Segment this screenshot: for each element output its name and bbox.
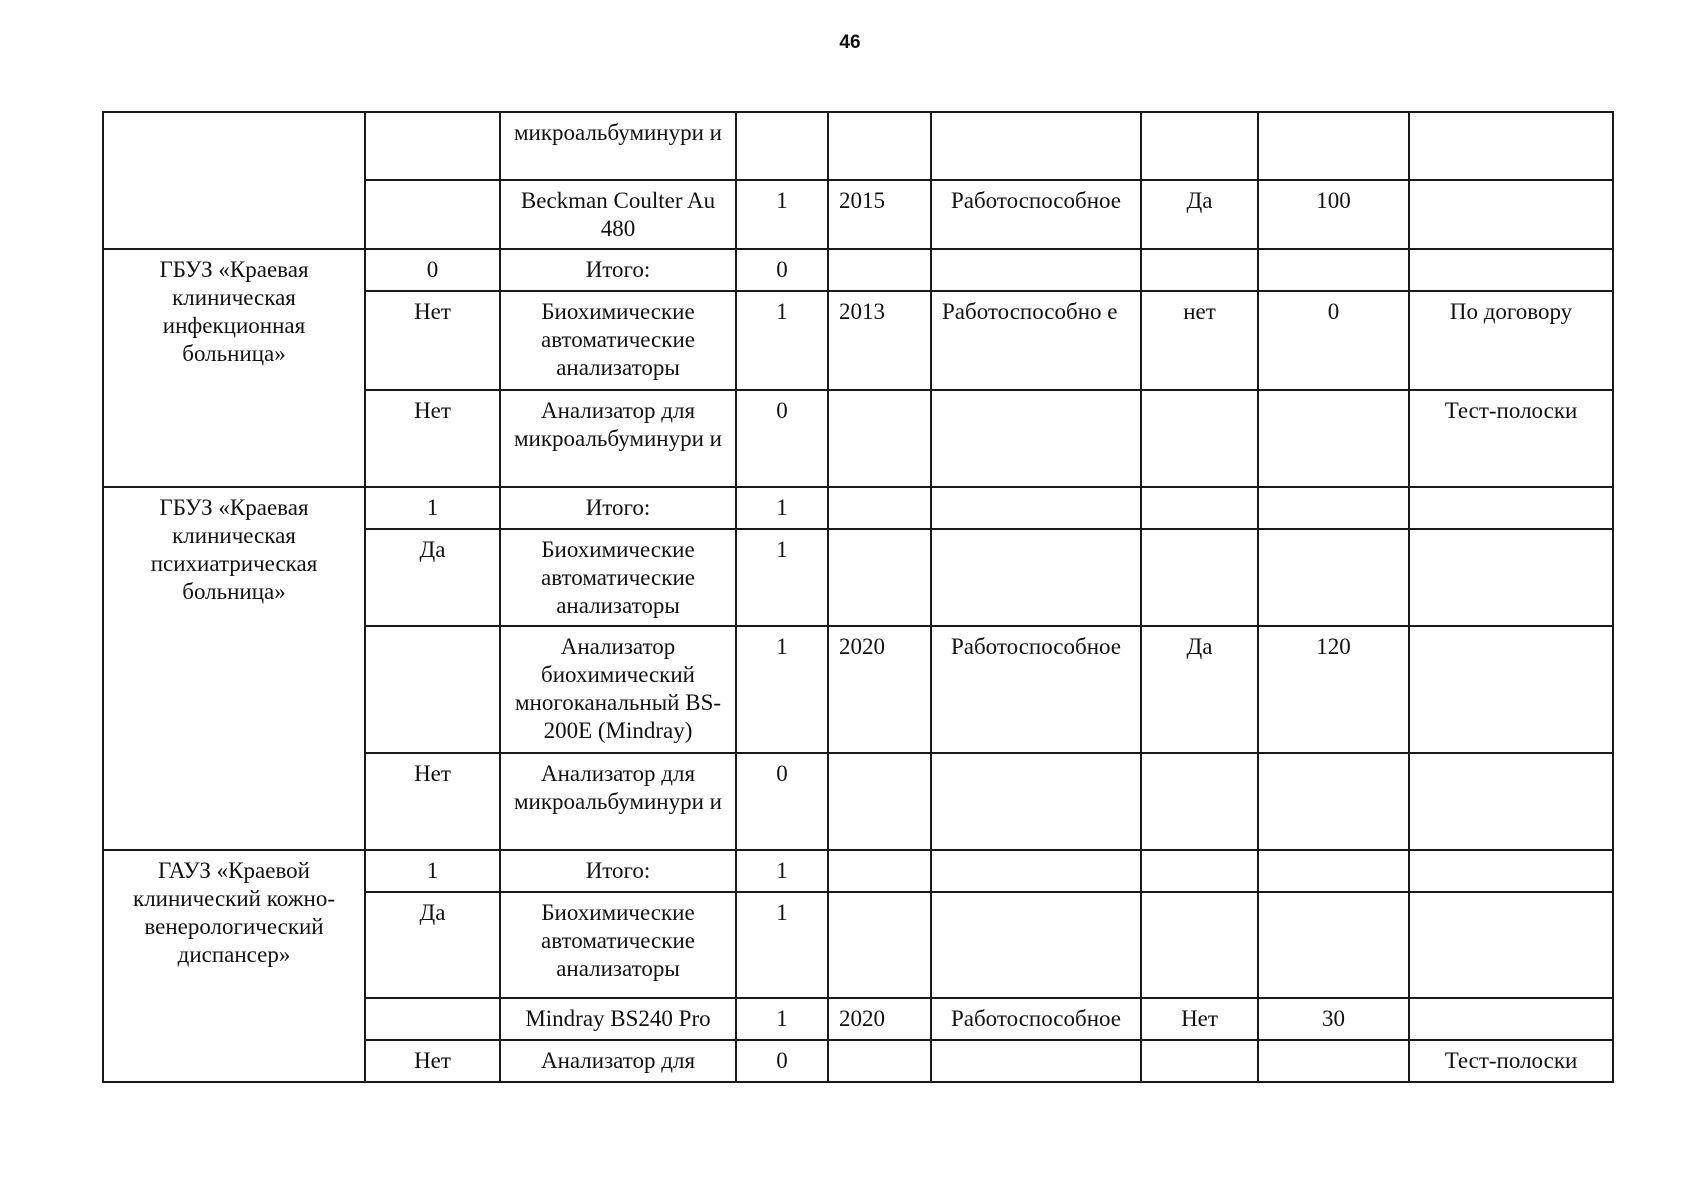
year-cell: [828, 1040, 931, 1082]
year-cell: [828, 112, 931, 180]
quantity-cell: 0: [736, 1040, 828, 1082]
count-cell: [1258, 892, 1409, 998]
condition-cell: Работоспособное: [931, 626, 1141, 753]
in-use-cell: [1141, 529, 1258, 626]
quantity-cell: 0: [736, 390, 828, 487]
equipment-cell: Beckman Coulter Au 480: [500, 180, 736, 249]
count-cell: 120: [1258, 626, 1409, 753]
quantity-cell: 1: [736, 850, 828, 892]
page-number: 46: [839, 32, 861, 53]
in-use-cell: [1141, 1040, 1258, 1082]
availability-cell: Да: [365, 529, 500, 626]
table-row: [103, 112, 1613, 180]
condition-cell: [931, 1040, 1141, 1082]
table-row: [103, 249, 1613, 291]
availability-cell: [365, 626, 500, 753]
equipment-cell: Итого:: [500, 249, 736, 291]
note-cell: Тест-полоски: [1409, 1040, 1613, 1082]
note-cell: [1409, 892, 1613, 998]
equipment-cell: Итого:: [500, 487, 736, 529]
in-use-cell: [1141, 892, 1258, 998]
condition-cell: [931, 112, 1141, 180]
availability-cell: [365, 112, 500, 180]
equipment-table: [102, 111, 1614, 1083]
table-row: [103, 487, 1613, 529]
availability-cell: Нет: [365, 390, 500, 487]
in-use-cell: [1141, 850, 1258, 892]
count-cell: [1258, 1040, 1409, 1082]
condition-cell: [931, 892, 1141, 998]
quantity-cell: [736, 112, 828, 180]
quantity-cell: 1: [736, 998, 828, 1040]
in-use-cell: [1141, 390, 1258, 487]
availability-cell: Нет: [365, 1040, 500, 1082]
condition-cell: Работоспособно е: [931, 291, 1141, 390]
note-cell: [1409, 112, 1613, 180]
year-cell: [828, 249, 931, 291]
quantity-cell: 1: [736, 529, 828, 626]
availability-cell: Нет: [365, 753, 500, 850]
note-cell: [1409, 850, 1613, 892]
note-cell: [1409, 487, 1613, 529]
count-cell: [1258, 753, 1409, 850]
count-cell: 100: [1258, 180, 1409, 249]
equipment-cell: Анализатор для микроальбуминури и: [500, 753, 736, 850]
year-cell: [828, 390, 931, 487]
year-cell: [828, 753, 931, 850]
condition-cell: [931, 487, 1141, 529]
condition-cell: [931, 390, 1141, 487]
table-row: [103, 850, 1613, 892]
quantity-cell: 1: [736, 180, 828, 249]
count-cell: [1258, 390, 1409, 487]
year-cell: [828, 529, 931, 626]
year-cell: [828, 892, 931, 998]
count-cell: 30: [1258, 998, 1409, 1040]
condition-cell: [931, 529, 1141, 626]
year-cell: 2020: [828, 626, 931, 753]
year-cell: 2013: [828, 291, 931, 390]
availability-cell: Да: [365, 892, 500, 998]
year-cell: [828, 850, 931, 892]
in-use-cell: Да: [1141, 180, 1258, 249]
organization-name: ГАУЗ «Краевой клинический кожно-венерологический диспансер»: [103, 850, 365, 1082]
in-use-cell: [1141, 487, 1258, 529]
in-use-cell: [1141, 249, 1258, 291]
in-use-cell: Нет: [1141, 998, 1258, 1040]
equipment-cell: Итого:: [500, 850, 736, 892]
organization-name: ГБУЗ «Краевая клиническая психиатрическая больница»: [103, 487, 365, 850]
condition-cell: Работоспособное: [931, 180, 1141, 249]
equipment-cell: Анализатор биохимический многоканальный BS-200E (Mindray): [500, 626, 736, 753]
organization-name: ГБУЗ «Краевая клиническая инфекционная больница»: [103, 249, 365, 487]
condition-cell: Работоспособное: [931, 998, 1141, 1040]
equipment-cell: Биохимические автоматические анализаторы: [500, 291, 736, 390]
note-cell: [1409, 249, 1613, 291]
in-use-cell: Да: [1141, 626, 1258, 753]
count-cell: [1258, 529, 1409, 626]
note-cell: [1409, 626, 1613, 753]
quantity-cell: 1: [736, 487, 828, 529]
note-cell: [1409, 529, 1613, 626]
condition-cell: [931, 249, 1141, 291]
availability-cell: Нет: [365, 291, 500, 390]
count-cell: [1258, 249, 1409, 291]
in-use-cell: [1141, 753, 1258, 850]
count-cell: [1258, 850, 1409, 892]
quantity-cell: 1: [736, 626, 828, 753]
note-cell: Тест-полоски: [1409, 390, 1613, 487]
note-cell: [1409, 998, 1613, 1040]
quantity-cell: 0: [736, 753, 828, 850]
equipment-cell: Анализатор для микроальбуминури и: [500, 390, 736, 487]
availability-cell: 1: [365, 850, 500, 892]
availability-cell: [365, 180, 500, 249]
org-cell-empty: [103, 112, 365, 249]
equipment-cell: Анализатор для: [500, 1040, 736, 1082]
availability-cell: [365, 998, 500, 1040]
equipment-cell: Биохимические автоматические анализаторы: [500, 892, 736, 998]
year-cell: [828, 487, 931, 529]
count-cell: [1258, 487, 1409, 529]
in-use-cell: нет: [1141, 291, 1258, 390]
equipment-cell: микроальбуминури и: [500, 112, 736, 180]
count-cell: [1258, 112, 1409, 180]
quantity-cell: 0: [736, 249, 828, 291]
availability-cell: 0: [365, 249, 500, 291]
equipment-cell: Биохимические автоматические анализаторы: [500, 529, 736, 626]
quantity-cell: 1: [736, 892, 828, 998]
equipment-cell: Mindray BS240 Pro: [500, 998, 736, 1040]
condition-cell: [931, 753, 1141, 850]
count-cell: 0: [1258, 291, 1409, 390]
quantity-cell: 1: [736, 291, 828, 390]
note-cell: По договору: [1409, 291, 1613, 390]
condition-cell: [931, 850, 1141, 892]
availability-cell: 1: [365, 487, 500, 529]
note-cell: [1409, 180, 1613, 249]
year-cell: 2020: [828, 998, 931, 1040]
in-use-cell: [1141, 112, 1258, 180]
year-cell: 2015: [828, 180, 931, 249]
note-cell: [1409, 753, 1613, 850]
